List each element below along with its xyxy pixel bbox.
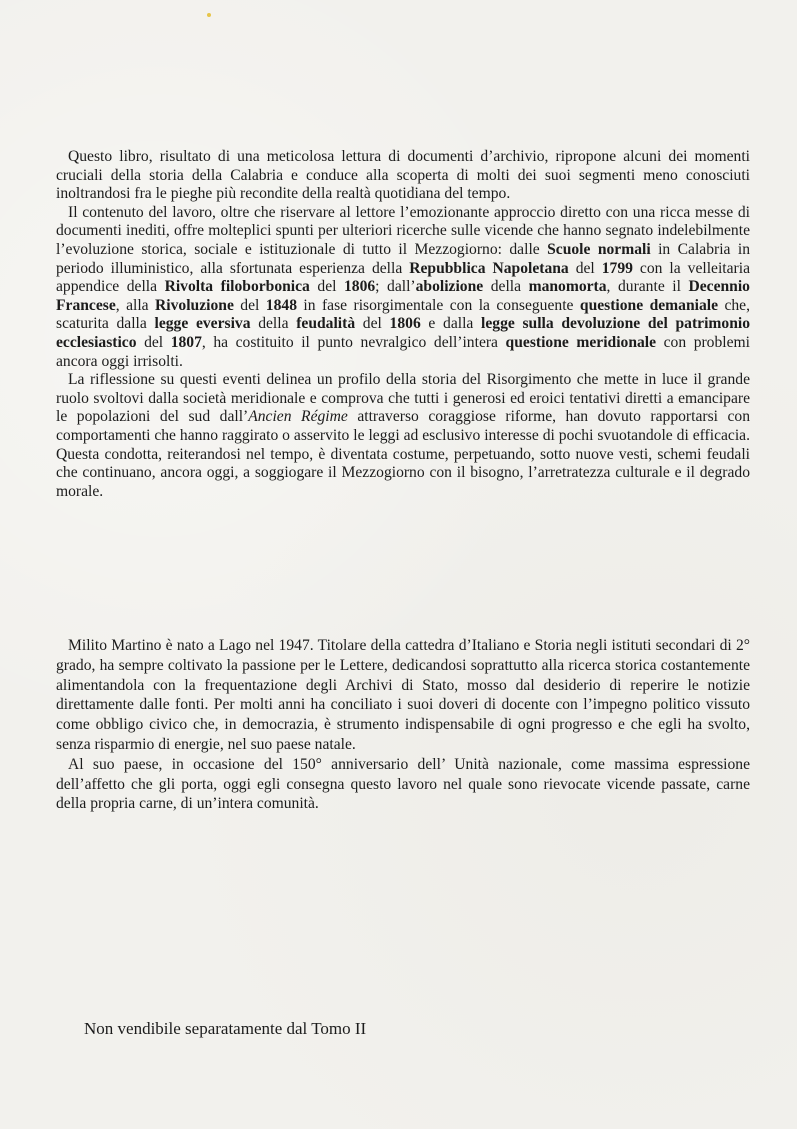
description-paragraph-1: Questo libro, risultato di una meticolosa lettura di documenti d’archivio, ripropone alcuni dei momenti cruciali della storia della Calabria e conduce alla scoperta di molti dei suoi segmenti meno conosciuti inoltrandosi fra le pieghe più recondite della realtà quotidiana del tempo. — [56, 148, 750, 203]
text-span: con la velleitaria appendice della — [56, 259, 750, 296]
text-span: della — [250, 315, 297, 333]
biography-paragraph-1: Milito Martino è nato a Lago nel 1947. Titolare della cattedra d’Italiano e Storia negli istituti secondari di 2° grado, ha sempre coltivato la passione per le Lettere, dedicandosi soprattutto alla ricerca storica costantemente alimentandola con la frequentazione degli Archivi di Stato, mosso dal desiderio di reperire le notizie direttamente dalle fonti. Per molti anni ha conciliato i suoi doveri di docente con l’impegno politico vissuto come obbligo civico che, in democrazia, è strumento indispensabile di ogni progresso e che egli ha svolto, senza risparmio di energie, nel suo paese natale. — [56, 637, 750, 753]
text-span: La riflessione su questi eventi delinea un profilo della storia del Risorgimento che mette in luce il grande ruolo svoltovi dalla società meridionale e comprova che tutti i generosi ed eroici tentativi diretti a emancipare le popolazioni del sud dall’ — [56, 371, 750, 426]
book-description — [56, 148, 750, 501]
bold-term: Repubblica Napoletana — [409, 259, 569, 277]
text-span: del — [568, 259, 602, 277]
bold-term: feudalità — [296, 315, 356, 333]
description-paragraph-3 — [56, 371, 750, 501]
biography-paragraph-2: Al suo paese, in occasione del 150° anniversario dell’ Unità nazionale, come massima espressione dell’affetto che gli porta, oggi egli consegna questo lavoro nel quale sono rievocate vicende passate, carne della propria carne, di un’intera comunità. — [56, 755, 750, 813]
bold-term: Rivoluzione — [155, 296, 234, 314]
bold-term: 1848 — [265, 296, 297, 314]
bold-term: questione meridionale — [505, 333, 657, 351]
text-span: del — [355, 315, 390, 333]
text-span: in fase risorgimentale con la conseguente — [296, 296, 580, 314]
text-span: attraverso coraggiose riforme, han dovuto rapportarsi con comportamenti che hanno raggirato o asservito le leggi ad esclusivo interesse di pochi svuotandole di efficacia. Questa condotta, reiterandosi nel tempo, è diventata costume, perpetuando, sotto nuove vesti, schemi feudali che continuano, ancora oggi, a soggiogare il Mezzogiorno con il bisogno, l’arretratezza culturale e il degrado morale. — [56, 408, 751, 500]
text-span: Il contenuto del lavoro, oltre che riservare al lettore l’emozionante approccio diretto con una ricca messe di documenti inediti, offre molteplici spunti per ulteriori ricerche sulle vicende che hanno segnato indelebilmente l’evoluzione storica, sociale e istituzionale di tutto il Mezzogiorno: dalle — [56, 203, 750, 258]
bold-term: legge eversiva — [154, 315, 251, 333]
text-span: in Calabria in periodo illuministico, alla sfortunata esperienza della — [56, 240, 750, 277]
bold-term: Scuole normali — [547, 240, 651, 258]
bold-term: 1807 — [170, 333, 202, 351]
bold-term: abolizione — [415, 278, 484, 296]
author-biography — [56, 636, 750, 814]
text-span: che, scaturita dalla — [56, 296, 750, 333]
bold-term: Decennio Francese — [56, 278, 750, 314]
text-span: , alla — [115, 296, 156, 314]
sale-notice: Non vendibile separatamente dal Tomo II — [84, 1019, 367, 1038]
text-span: , ha costituito il punto nevralgico dell’intera — [201, 333, 506, 351]
text-span: del — [233, 296, 266, 314]
bold-term: Rivolta filoborbonica — [164, 278, 310, 296]
text-span: del — [309, 278, 344, 296]
text-span: con problemi ancora oggi irrisolti. — [56, 333, 750, 370]
bold-term: 1799 — [601, 259, 633, 277]
bold-term: questione demaniale — [579, 296, 719, 314]
bold-term: manomorta — [528, 278, 607, 296]
italic-term: Ancien Régime — [248, 408, 348, 426]
bold-term: legge sulla devoluzione del patrimonio ecclesiastico — [56, 315, 750, 351]
paper-speck — [207, 13, 211, 17]
bold-term: 1806 — [389, 315, 421, 333]
description-paragraph-2 — [56, 204, 750, 371]
text-span: e dalla — [420, 315, 482, 333]
text-span: , durante il — [606, 278, 689, 296]
text-span: ; dall’ — [375, 278, 416, 296]
text-span: del — [136, 333, 171, 351]
bold-term: 1806 — [343, 278, 376, 296]
text-span: della — [483, 278, 529, 296]
